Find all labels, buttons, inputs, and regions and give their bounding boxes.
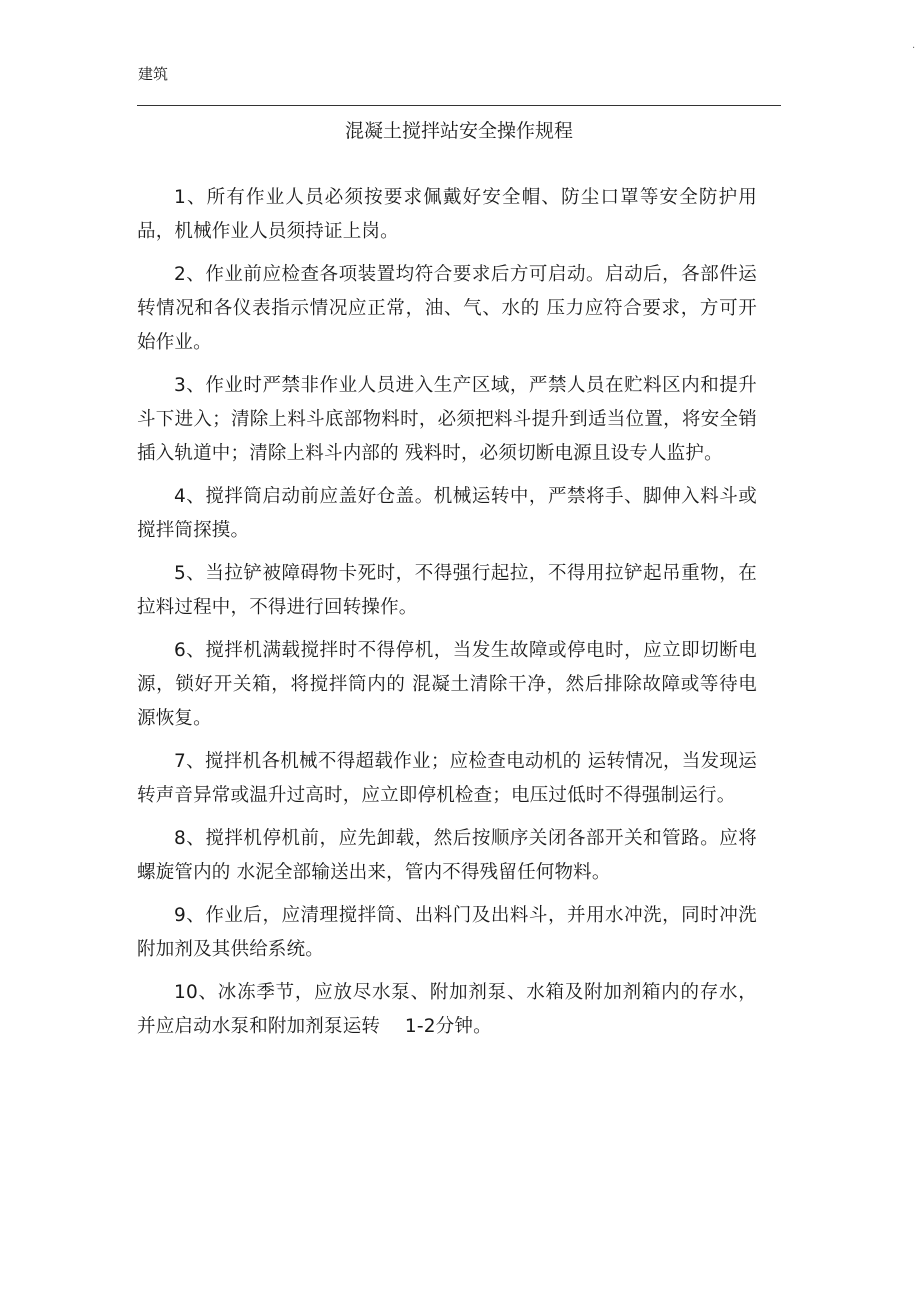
document-body xyxy=(137,181,757,1053)
paragraph-8: 8、搅拌机停机前，应先卸载，然后按顺序关闭各部开关和管路。应将螺旋管内的 水泥全部输送出来，管内不得残留任何物料。 xyxy=(137,828,757,883)
paragraph-7: 7、搅拌机各机械不得超载作业；应检查电动机的 运转情况，当发现运转声音异常或温升过高时，应立即停机检查；电压过低时不得强制运行。 xyxy=(137,751,757,806)
document-title: 混凝土搅拌站安全操作规程 xyxy=(344,120,573,142)
paragraph-5: 5、当拉铲被障碍物卡死时，不得强行起拉，不得用拉铲起吊重物，在拉料过程中，不得进行回转操作。 xyxy=(137,563,757,618)
paragraph-6: 6、搅拌机满载搅拌时不得停机，当发生故障或停电时，应立即切断电源，锁好开关箱，将搅拌筒内的 混凝土清除干净，然后排除故障或等待电源恢复。 xyxy=(137,640,757,729)
header-label: 建筑 xyxy=(138,65,169,83)
paragraph-3: 3、作业时严禁非作业人员进入生产区域，严禁人员在贮料区内和提升斗下进入；清除上料斗底部物料时，必须把料斗提升到适当位置，将安全销插入轨道中；清除上料斗内部的 残料时，必须切断电源且设专人监护。 xyxy=(137,375,757,464)
paragraph-2: 2、作业前应检查各项装置均符合要求后方可启动。启动后，各部件运转情况和各仪表指示情况应正常，油、气、水的 压力应符合要求，方可开始作业。 xyxy=(137,264,757,353)
corner-mark: . xyxy=(912,40,916,51)
paragraph-10: 10、冰冻季节，应放尽水泵、附加剂泵、水箱及附加剂箱内的存水，并应启动水泵和附加剂泵运转 1-2分钟。 xyxy=(137,982,757,1037)
paragraph-9: 9、作业后，应清理搅拌筒、出料门及出料斗，并用水冲洗，同时冲洗附加剂及其供给系统。 xyxy=(137,905,757,960)
paragraph-4: 4、搅拌筒启动前应盖好仓盖。机械运转中，严禁将手、脚伸入料斗或搅拌筒探摸。 xyxy=(137,486,757,541)
paragraph-1: 1、所有作业人员必须按要求佩戴好安全帽、防尘口罩等安全防护用品，机械作业人员须持证上岗。 xyxy=(137,187,757,242)
header-divider xyxy=(137,105,781,106)
